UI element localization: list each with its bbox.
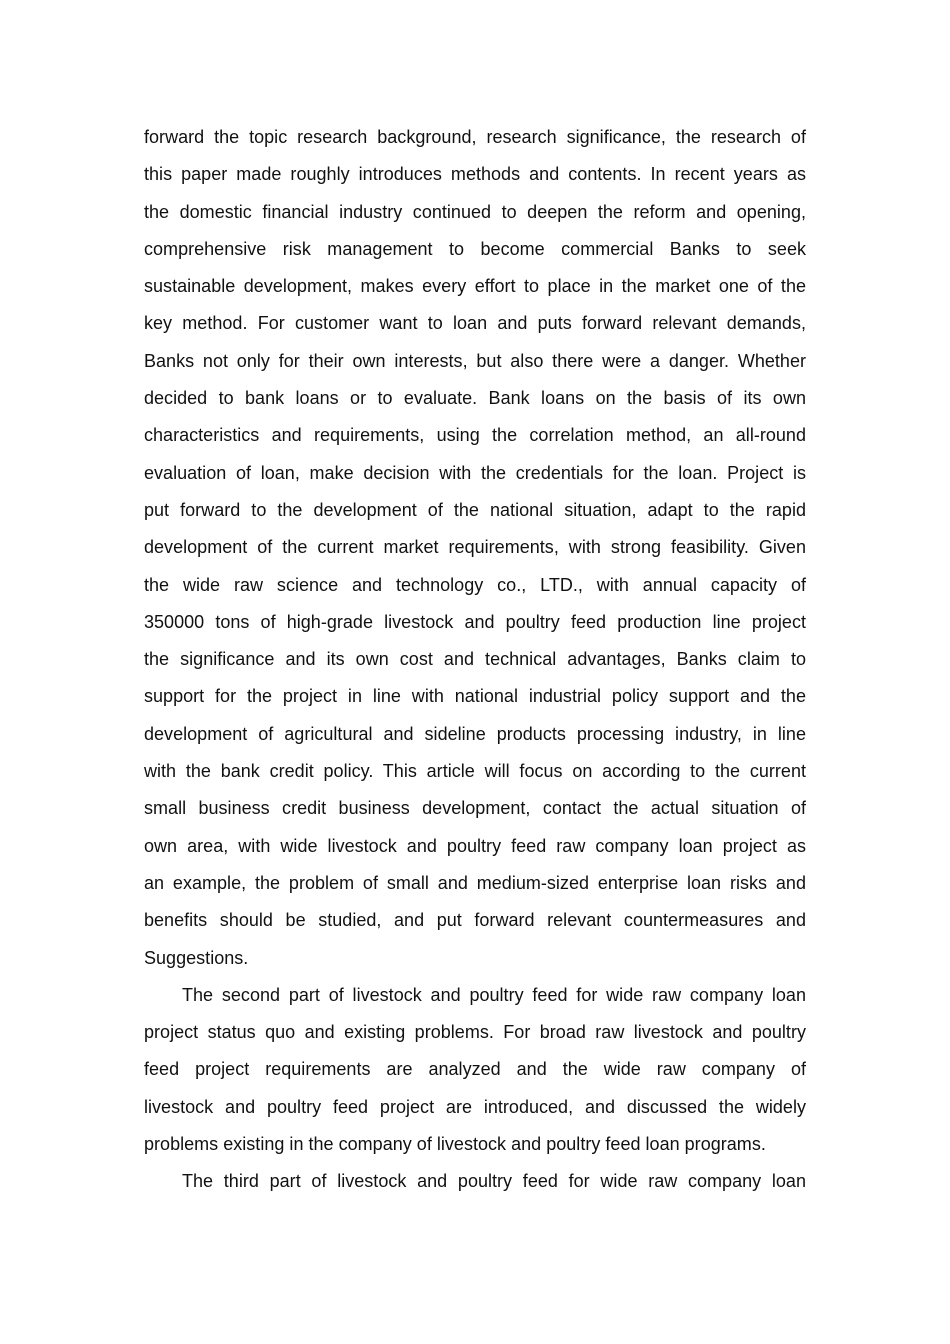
text-line: problems existing in the company of livestock and poultry feed loan programs. xyxy=(144,1134,766,1155)
text-line: livestock and poultry feed project are introduced, and discussed the widely xyxy=(144,1096,806,1117)
text-line: Banks not only for their own interests, but also there were a danger. Whether xyxy=(144,350,806,371)
text-line: put forward to the development of the national situation, adapt to the rapid xyxy=(144,499,806,520)
text-line: The third part of livestock and poultry feed for wide raw company loan xyxy=(182,1171,806,1192)
text-line: an example, the problem of small and medium-sized enterprise loan risks and xyxy=(144,872,806,893)
paragraph-2 xyxy=(144,982,806,1168)
text-line: this paper made roughly introduces methods and contents. In recent years as xyxy=(144,164,806,185)
text-line: feed project requirements are analyzed and the wide raw company of xyxy=(144,1059,806,1080)
text-line: project status quo and existing problems. For broad raw livestock and poultry xyxy=(144,1022,806,1043)
text-line: small business credit business development, contact the actual situation of xyxy=(144,798,806,819)
text-line: decided to bank loans or to evaluate. Bank loans on the basis of its own xyxy=(144,388,806,409)
text-line: Suggestions. xyxy=(144,947,249,968)
text-line: sustainable development, makes every effort to place in the market one of the xyxy=(144,276,806,297)
text-line: with the bank credit policy. This article will focus on according to the current xyxy=(144,761,806,782)
text-line: characteristics and requirements, using the correlation method, an all-round xyxy=(144,425,806,446)
text-line: The second part of livestock and poultry feed for wide raw company loan xyxy=(182,984,806,1005)
text-line: forward the topic research background, research significance, the research of xyxy=(144,127,806,147)
text-line: support for the project in line with national industrial policy support and the xyxy=(144,686,806,707)
document-page xyxy=(144,124,806,1206)
text-line: evaluation of loan, make decision with the credentials for the loan. Project is xyxy=(144,462,806,483)
text-line: key method. For customer want to loan and puts forward relevant demands, xyxy=(144,313,806,334)
text-line: the wide raw science and technology co., LTD., with annual capacity of xyxy=(144,574,806,595)
text-line: development of the current market requirements, with strong feasibility. Given xyxy=(144,537,806,558)
text-line: the significance and its own cost and technical advantages, Banks claim to xyxy=(144,649,806,670)
paragraph-3 xyxy=(144,1168,806,1205)
paragraph-1 xyxy=(144,124,806,982)
text-line: 350000 tons of high-grade livestock and poultry feed production line project xyxy=(144,611,806,632)
text-line: the domestic financial industry continued to deepen the reform and opening, xyxy=(144,201,806,222)
text-line: own area, with wide livestock and poultry feed raw company loan project as xyxy=(144,835,806,856)
text-line: development of agricultural and sideline products processing industry, in line xyxy=(144,723,806,744)
text-line: benefits should be studied, and put forward relevant countermeasures and xyxy=(144,910,806,931)
text-line: comprehensive risk management to become commercial Banks to seek xyxy=(144,238,806,259)
